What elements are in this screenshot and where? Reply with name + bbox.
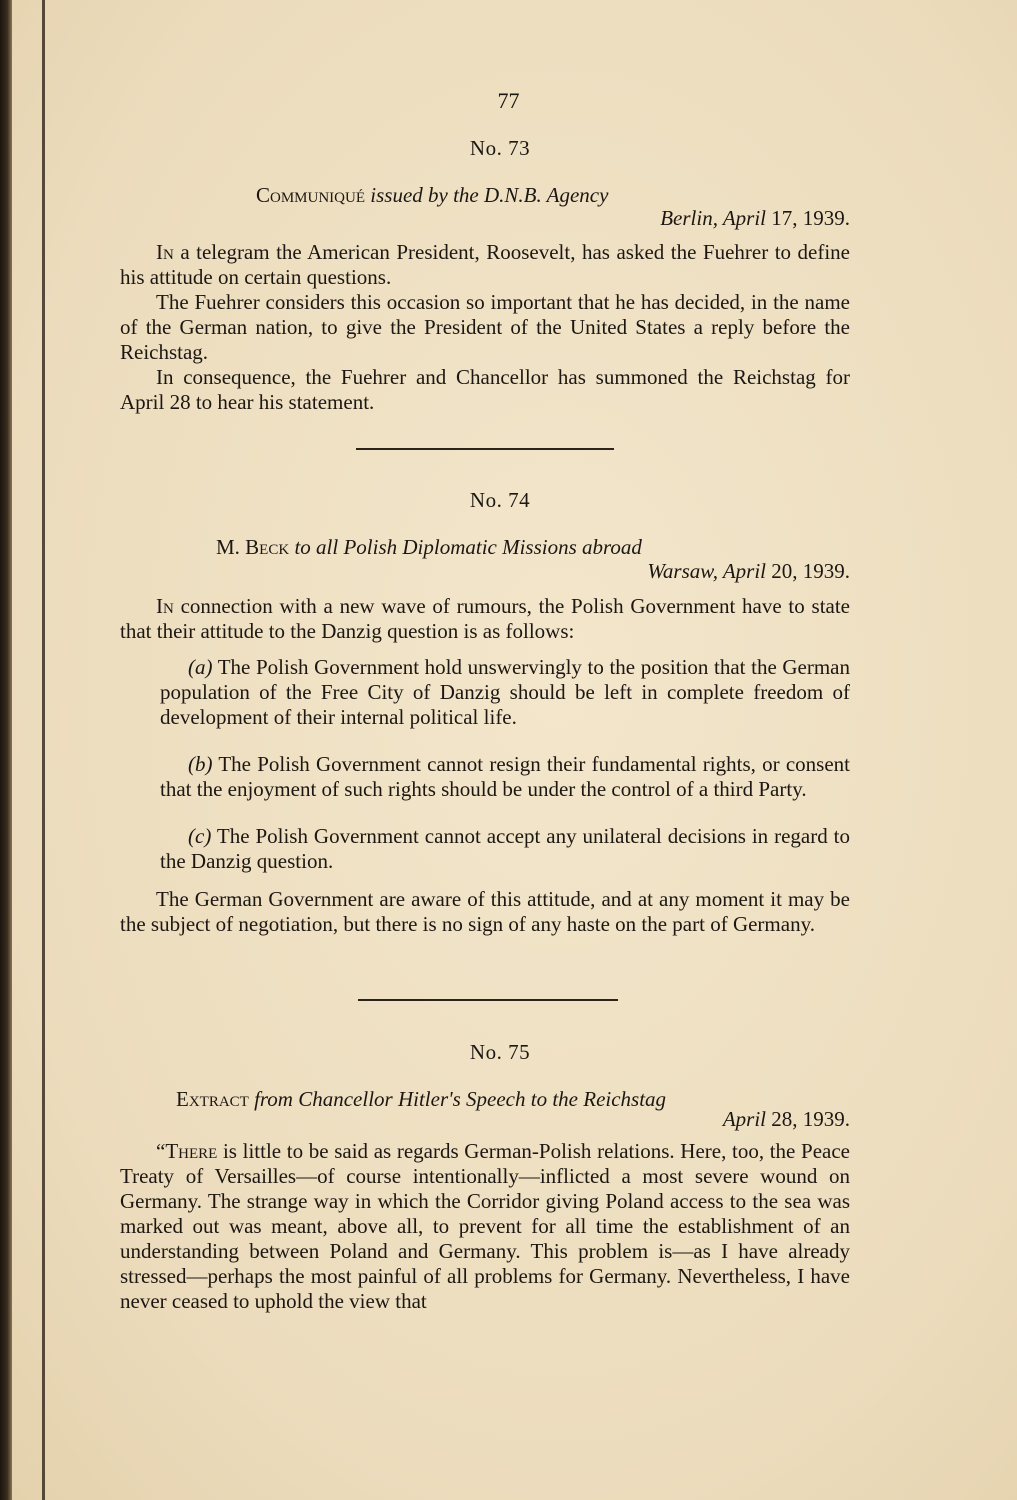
document-number-74: No. 74 <box>469 488 531 512</box>
section-divider <box>358 999 618 1001</box>
document-heading-73 <box>256 183 608 208</box>
paragraph <box>120 290 850 365</box>
paragraph-text: The Fuehrer considers this occasion so important that he has decided, in the name of the German nation, to give the President of the United States a reply before the Reichstag. <box>120 290 850 364</box>
paragraph-text: The Polish Government cannot accept any unilateral decisions in regard to the Danzig question. <box>160 824 850 873</box>
paragraph-lead: “There <box>156 1139 218 1163</box>
paragraph-text: In consequence, the Fuehrer and Chancellor has summoned the Reichstag for April 28 to hear his statement. <box>120 365 850 414</box>
heading-lead: Communiqué <box>256 183 366 207</box>
date-day: 20, 1939. <box>771 559 850 583</box>
heading-lead: M. Beck <box>216 535 290 559</box>
paragraph <box>120 594 850 644</box>
paragraph <box>120 887 850 937</box>
paragraph-text: a telegram the American President, Roosevelt, has asked the Fuehrer to define his attitude on certain questions. <box>120 240 850 289</box>
paragraph-text: The German Government are aware of this attitude, and at any moment it may be the subject of negotiation, but there is no sign of any haste on the part of Germany. <box>120 887 850 936</box>
paragraph-text: The Polish Government hold unswervingly to the position that the German population of the Free City of Danzig should be left in complete freedom of development of their internal political life. <box>160 655 850 729</box>
paragraph-lead: In <box>156 240 174 264</box>
document-heading-74 <box>216 535 642 560</box>
date-day: 28, 1939. <box>771 1107 850 1131</box>
date-day: 17, 1939. <box>771 206 850 230</box>
document-date-74 <box>647 559 850 584</box>
list-marker: (b) <box>188 752 213 776</box>
paragraph-lead: In <box>156 594 174 618</box>
document-date-73 <box>660 206 850 231</box>
paragraph-text: The Polish Government cannot resign their fundamental rights, or consent that the enjoyment of such rights should be under the control of a third Party. <box>160 752 850 801</box>
list-item-a <box>160 655 850 730</box>
paragraph-text: is little to be said as regards German-Polish relations. Here, too, the Peace Treaty of Versailles—of course intentionally—inflicted a most severe wound on Germany. The strange way in which the Corridor giving Poland access to the sea was marked out was meant, above all, to prevent for all time the establishment of an understanding between Poland and Germany. This problem is—as I have already stressed—perhaps the most painful of all problems for Germany. Nevertheless, I have never ceased to uphold the view that <box>120 1139 850 1313</box>
paragraph <box>120 240 850 290</box>
section-divider <box>356 448 614 450</box>
heading-rest: to all Polish Diplomatic Missions abroad <box>294 535 642 559</box>
paragraph <box>120 1139 850 1314</box>
heading-lead: Extract <box>176 1087 249 1111</box>
list-marker: (c) <box>188 824 212 848</box>
date-place: April <box>722 1107 766 1131</box>
heading-rest: from Chancellor Hitler's Speech to the Reichstag <box>254 1087 667 1111</box>
document-number-73: No. 73 <box>469 136 531 160</box>
list-item-b <box>160 752 850 802</box>
date-place: Warsaw, April <box>647 559 766 583</box>
list-marker: (a) <box>188 655 213 679</box>
book-spine-shadow <box>0 0 12 1500</box>
date-place: Berlin, April <box>660 206 766 230</box>
paragraph-text: connection with a new wave of rumours, the Polish Government have to state that their attitude to the Danzig question is as follows: <box>120 594 850 643</box>
document-heading-75 <box>176 1087 666 1112</box>
document-number-75: No. 75 <box>469 1040 531 1064</box>
page-number: 77 <box>497 88 520 113</box>
list-item-c <box>160 824 850 874</box>
document-date-75 <box>723 1107 850 1132</box>
page-margin-line <box>42 0 45 1500</box>
paragraph <box>120 365 850 415</box>
heading-rest: issued by the D.N.B. Agency <box>370 183 609 207</box>
